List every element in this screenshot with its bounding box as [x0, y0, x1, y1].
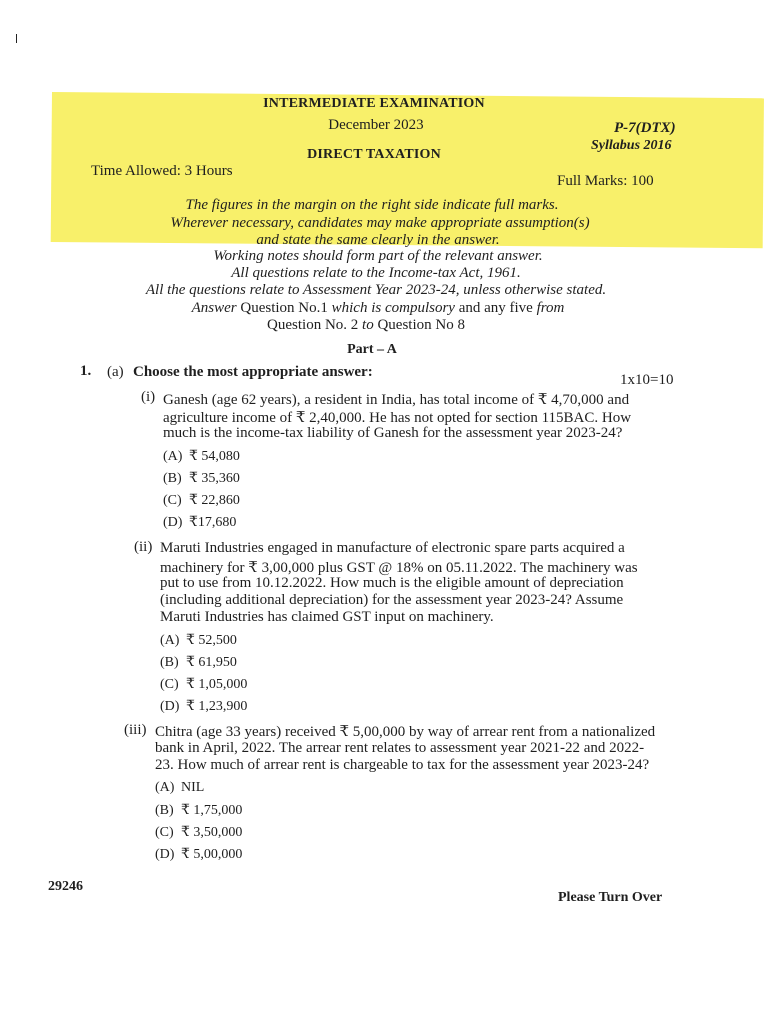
please-turn-over: Please Turn Over: [558, 890, 663, 905]
question-heading: Choose the most appropriate answer:: [133, 364, 373, 380]
item-line: Maruti Industries engaged in manufacture of electronic spare parts acquired a: [160, 540, 625, 556]
scan-mark: [16, 34, 17, 43]
option-c: (C) ₹ 1,05,000: [160, 677, 248, 692]
question-sub: (a): [107, 364, 124, 380]
instruction-line: All the questions relate to Assessment Year 2023-24, unless otherwise stated.: [145, 282, 607, 298]
instruction-line: and state the same clearly in the answer.: [256, 232, 500, 248]
answer-range-end: Question No 8: [377, 317, 465, 333]
paper-number: 29246: [48, 879, 83, 894]
full-marks: Full Marks: 100: [557, 173, 654, 189]
instruction-line: Wherever necessary, candidates may make appropriate assumption(s): [170, 215, 590, 231]
answer-q1: Question No.1: [240, 300, 328, 316]
question-marks: 1x10=10: [620, 372, 674, 388]
answer-to: to: [362, 317, 374, 333]
syllabus: Syllabus 2016: [591, 138, 672, 153]
option-d: (D) ₹ 5,00,000: [155, 847, 243, 862]
answer-from: from: [536, 300, 565, 316]
item-line: (including additional depreciation) for the assessment year 2023-24? Assume: [160, 592, 624, 608]
instruction-line: Working notes should form part of the relevant answer.: [213, 248, 543, 264]
instruction-line: All questions relate to the Income-tax Act, 1961.: [231, 265, 521, 281]
answer-mid: which is compulsory: [331, 300, 455, 316]
item-line: Ganesh (age 62 years), a resident in India, has total income of ₹ 4,70,000 and: [163, 392, 630, 408]
answer-pre: Answer: [191, 300, 237, 316]
answer-range-start: Question No. 2: [267, 317, 359, 333]
answer-range: [0, 317, 746, 334]
part-heading: Part – A: [347, 342, 397, 357]
option-c: (C) ₹ 3,50,000: [155, 825, 243, 840]
item-line: agriculture income of ₹ 2,40,000. He has not opted for section 115BAC. How: [163, 410, 632, 426]
instruction-line: The figures in the margin on the right side indicate full marks.: [185, 197, 559, 213]
item-line: 23. How much of arrear rent is chargeable to tax for the assessment year 2023-24?: [155, 757, 650, 773]
answer-and: and any five: [458, 300, 533, 316]
item-number: (iii): [124, 722, 147, 738]
exam-title: INTERMEDIATE EXAMINATION: [263, 96, 485, 111]
option-b: (B) ₹ 35,360: [163, 471, 240, 486]
item-line: bank in April, 2022. The arrear rent relates to assessment year 2021-22 and 2022-: [155, 740, 645, 756]
paper-code: P-7(DTX): [614, 120, 676, 136]
option-d: (D) ₹17,680: [163, 515, 237, 530]
item-line: machinery for ₹ 3,00,000 plus GST @ 18% on 05.11.2022. The machinery was: [160, 560, 638, 576]
option-b: (B) ₹ 1,75,000: [155, 803, 243, 818]
option-b: (B) ₹ 61,950: [160, 655, 237, 670]
item-line: Chitra (age 33 years) received ₹ 5,00,000 by way of arrear rent from a nationalized: [155, 724, 656, 740]
option-c: (C) ₹ 22,860: [163, 493, 240, 508]
subject-title: DIRECT TAXATION: [307, 147, 441, 162]
option-a: (A) NIL: [155, 780, 205, 795]
answer-instruction: [0, 300, 758, 317]
question-number: 1.: [80, 363, 92, 379]
time-allowed: Time Allowed: 3 Hours: [91, 163, 233, 179]
item-line: put to use from 10.12.2022. How much is the eligible amount of depreciation: [160, 575, 624, 591]
item-number: (i): [141, 389, 156, 405]
item-number: (ii): [134, 539, 153, 555]
exam-session: December 2023: [328, 117, 424, 133]
item-line: Maruti Industries has claimed GST input on machinery.: [160, 609, 494, 625]
option-d: (D) ₹ 1,23,900: [160, 699, 248, 714]
item-line: much is the income-tax liability of Ganesh for the assessment year 2023-24?: [163, 425, 623, 441]
option-a: (A) ₹ 52,500: [160, 633, 237, 648]
option-a: (A) ₹ 54,080: [163, 449, 240, 464]
